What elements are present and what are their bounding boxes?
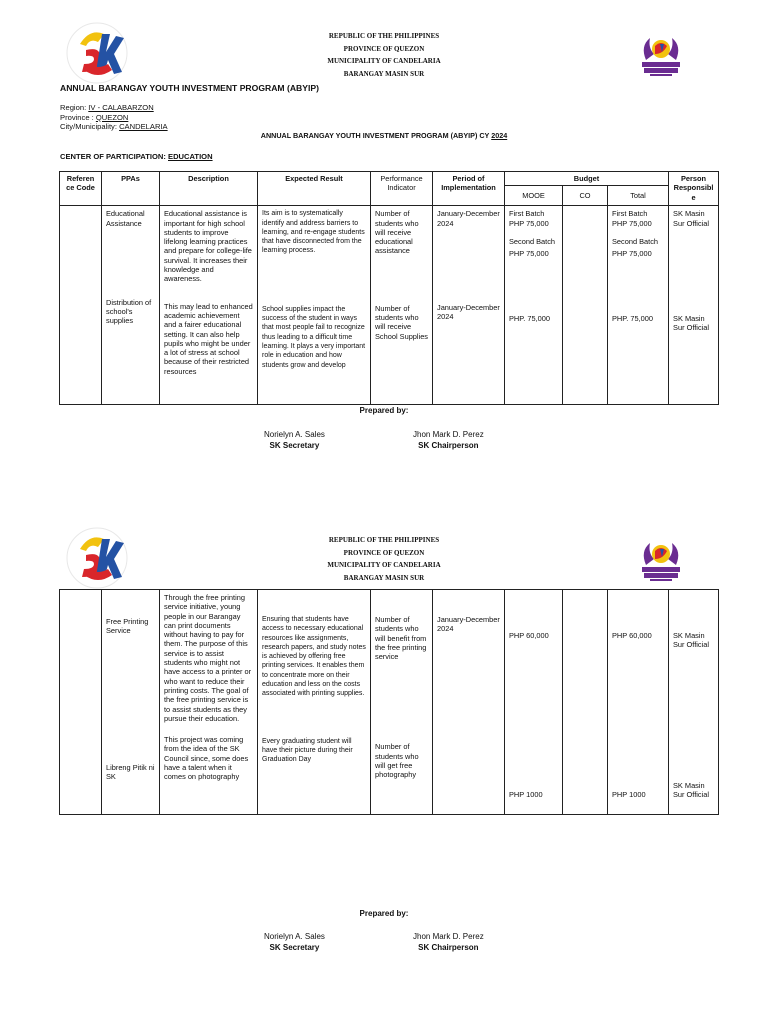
document-page-1: [0, 0, 768, 505]
signatory-secretary: [264, 931, 325, 953]
header-ref-code: Referen ce Code: [60, 172, 102, 206]
region-label: Region:: [60, 103, 89, 112]
sangguniang-kabataan-logo-icon: [636, 36, 686, 76]
ppa-cell: Educational Assistance Distribution of school's supplies: [102, 206, 160, 405]
table-row: [60, 206, 719, 405]
mooe-cell: PHP 60,000 PHP 1000: [505, 590, 563, 815]
barangay-line: BARANGAY MASIN SUR: [343, 69, 425, 78]
prepared-by-label: Prepared by:: [359, 406, 409, 415]
signatory-secretary: [264, 429, 325, 451]
sk-logo-icon: [66, 20, 128, 86]
signatory-chairperson: [413, 429, 484, 451]
header-total: Total: [608, 186, 669, 206]
province-label: Province :: [60, 112, 96, 122]
center-value: EDUCATION: [168, 152, 213, 161]
table-row: [60, 590, 719, 815]
city-value: CANDELARIA: [119, 122, 168, 131]
period-cell: January-December 2024 January-December 2024: [433, 206, 505, 405]
document-page-2: [0, 505, 768, 1024]
description-cell: Through the free printing service initiative, young people in our Barangay can print documents without having to pay for them. The purpose of this service is to assist students who might not have access to a printer or who want to reduce their printing costs. The goal of the free printing service is to assist students as they pursue their education. This project was coming from the idea of the SK Council since, some does have a talent when it comes on photography: [160, 590, 258, 815]
province-line: PROVINCE OF QUEZON: [343, 44, 425, 53]
government-header: [250, 30, 518, 80]
co-cell: [563, 206, 608, 405]
abyip-table: [59, 171, 719, 405]
total-cell: PHP 60,000 PHP 1000: [608, 590, 669, 815]
person-cell: SK Masin Sur Official SK Masin Sur Official: [669, 590, 719, 815]
province-value: QUEZON: [95, 112, 129, 122]
header-performance-indicator: Performance Indicator: [371, 172, 433, 206]
indicator-cell: Number of students who will receive educational assistance Number of students who will receive School Supplies: [371, 206, 433, 405]
ppa-cell: Free Printing Service Libreng Pitik ni SK: [102, 590, 160, 815]
period-cell: January-December 2024: [433, 590, 505, 815]
abyip-cy-title: [0, 131, 768, 140]
region-line: [60, 103, 168, 113]
expected-result-cell: Ensuring that students have access to necessary educational resources like assignments, research papers, and study notes is achieved by offering free printing services. It enables them to concentrate more on their education and less on the costs associated with printing supplies. Every graduating student will have their picture during their Graduation Day: [258, 590, 371, 815]
cy-title-text: ANNUAL BARANGAY YOUTH INVESTMENT PROGRAM (ABYIP) CY: [260, 131, 492, 140]
description-cell: Educational assistance is important for high school students to improve lifelong learning practices and prepare for college-life survival. It increases their knowledge and awareness. This may lead to enhanced academic achievement and a fairer educational setting. It can also help pupils who might be under a lot of stress at school because of their restricted resources: [160, 206, 258, 405]
secretary-name: Norielyn A. Sales: [264, 430, 325, 439]
abyip-table-continued: [59, 589, 719, 815]
cy-year: 2024: [491, 131, 508, 140]
chair-name: Jhon Mark D. Perez: [413, 430, 484, 439]
secretary-name: Norielyn A. Sales: [264, 932, 325, 941]
header-description: Description: [160, 172, 258, 206]
chair-role: SK Chairperson: [418, 943, 479, 952]
header-person-responsible: Person Responsibl e: [669, 172, 719, 206]
municipality-line: MUNICIPALITY OF CANDELARIA: [327, 57, 441, 65]
expected-result-cell: Its aim is to systematically identify and address barriers to learning, and re-engage students that have disconnected from the learning process. School supplies impact the success of the student in ways that most people fail to recognize thus leading to a difficult time learning. It plays a very important role in education and how students grow and develop: [258, 206, 371, 405]
province-info-line: [60, 113, 168, 123]
header-budget: Budget: [505, 172, 669, 186]
header-ppas: PPAs: [102, 172, 160, 206]
republic-line: REPUBLIC OF THE PHILIPPINES: [328, 536, 440, 544]
barangay-line: BARANGAY MASIN SUR: [343, 573, 425, 582]
person-cell: SK Masin Sur Official SK Masin Sur Official: [669, 206, 719, 405]
mooe-cell: First Batch PHP 75,000 Second Batch PHP 75,000 PHP. 75,000: [505, 206, 563, 405]
city-label: City/Municipality:: [60, 122, 120, 131]
center-of-participation: [60, 152, 213, 161]
co-cell: [563, 590, 608, 815]
secretary-role: SK Secretary: [269, 441, 320, 450]
chair-role: SK Chairperson: [418, 441, 479, 450]
location-block: [60, 103, 168, 132]
header-period: Period of Implementation: [433, 172, 505, 206]
header-expected-result: Expected Result: [258, 172, 371, 206]
government-header: [250, 534, 518, 584]
document-title: ANNUAL BARANGAY YOUTH INVESTMENT PROGRAM (ABYIP): [60, 83, 319, 93]
header-mooe: MOOE: [505, 186, 563, 206]
prepared-by-label: Prepared by:: [359, 909, 409, 918]
municipality-line: MUNICIPALITY OF CANDELARIA: [327, 561, 441, 569]
signatory-chairperson: [413, 931, 484, 953]
chair-name: Jhon Mark D. Perez: [413, 932, 484, 941]
secretary-role: SK Secretary: [269, 943, 320, 952]
ref-code-cell: [60, 590, 102, 815]
province-line: PROVINCE OF QUEZON: [343, 548, 425, 557]
republic-line: REPUBLIC OF THE PHILIPPINES: [328, 32, 440, 40]
region-value: IV - CALABARZON: [88, 103, 154, 112]
total-cell: First Batch PHP 75,000 Second Batch PHP 75,000 PHP. 75,000: [608, 206, 669, 405]
center-label: CENTER OF PARTICIPATION:: [60, 152, 168, 161]
ref-code-cell: [60, 206, 102, 405]
sk-logo-icon: [66, 525, 128, 591]
sangguniang-kabataan-logo-icon: [636, 541, 686, 581]
indicator-cell: Number of students who will benefit from the free printing service Number of students who will get free photography: [371, 590, 433, 815]
header-co: CO: [563, 186, 608, 206]
